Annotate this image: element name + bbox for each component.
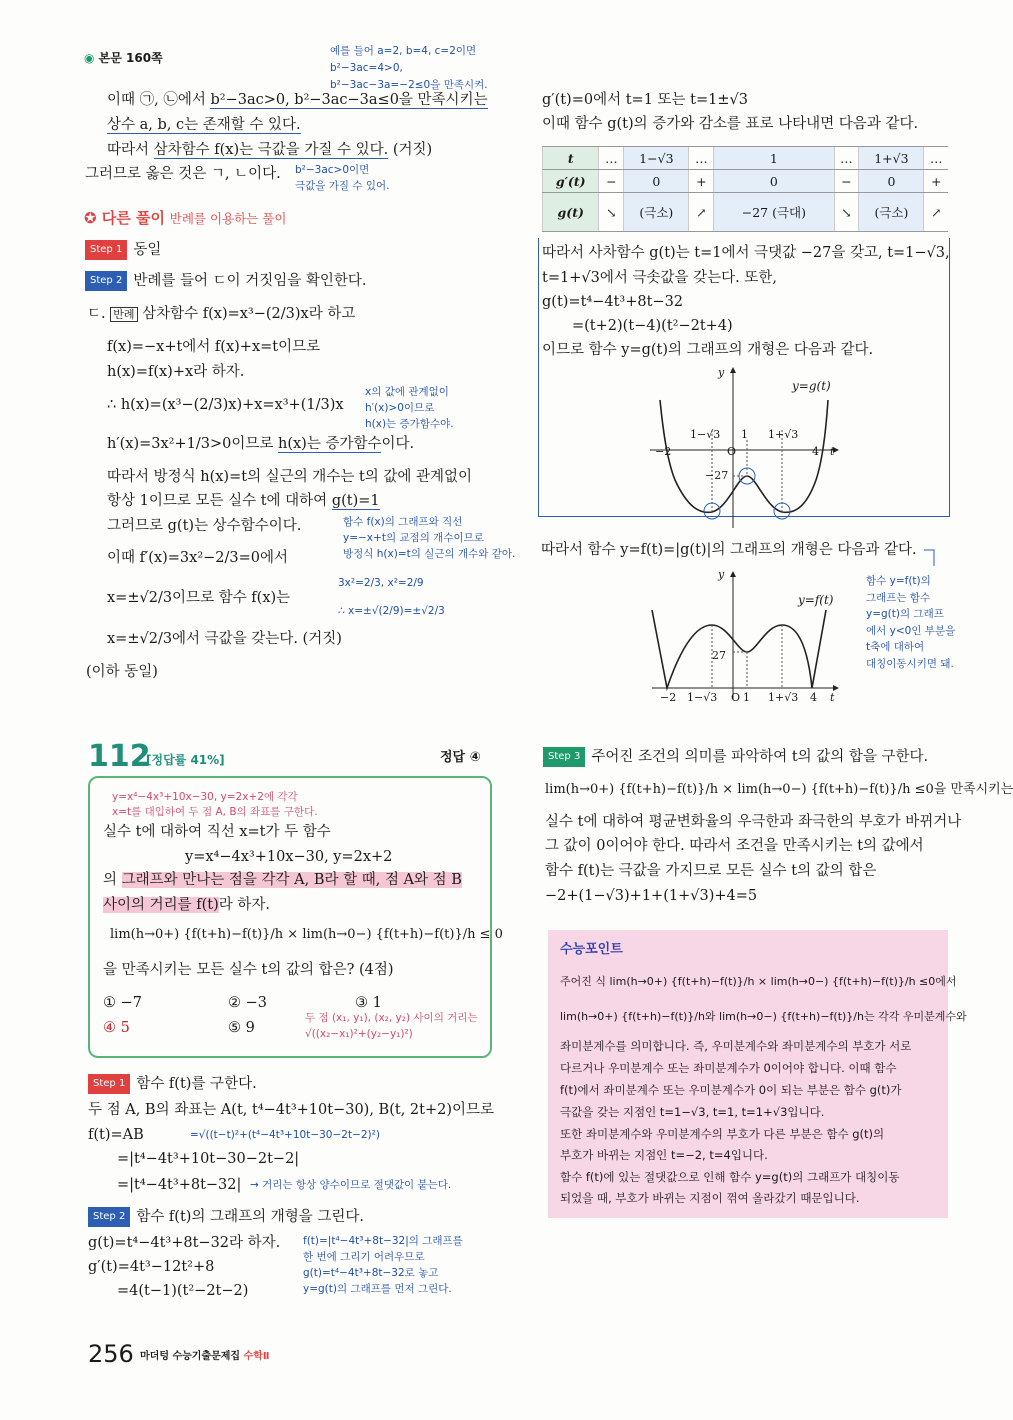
text-line: 두 점 A, B의 좌표는 A(t, t⁴−4t³+10t−30), B(t, 2t+2)이므로 (88, 1102, 495, 1118)
tick-label: 1−√3 (687, 691, 718, 704)
text-line: h(x)=f(x)+x라 하자. (107, 364, 245, 380)
text-line: 상수 a, b, c는 존재할 수 있다. (107, 117, 301, 133)
note-distance-formula: =√((t−t)²+(t⁴−4t³+10t−30−2t−2)²) (190, 1129, 380, 1141)
text-line: h′(x)=3x²+1/3>0이므로 h(x)는 증가함수이다. (107, 436, 415, 452)
text-line: 이때 함수 g(t)의 증가와 감소를 표로 나타내면 다음과 같다. (542, 116, 919, 132)
table-row: t … 1−√3 … 1 … 1+√3 … (543, 147, 949, 170)
point-line: 다르거나 우미분계수 또는 좌미분계수가 0이어야 합니다. 이때 함수 (560, 1061, 897, 1075)
text-line: 따라서 사차함수 g(t)는 t=1에서 극댓값 −27을 갖고, t=1−√3, (542, 245, 950, 261)
choice-5[interactable]: ⑤ 9 (228, 1020, 255, 1036)
tick-label: 4 (812, 445, 819, 458)
text-line: =|t⁴−4t³+8t−32| (117, 1177, 242, 1193)
exam-point-title: 수능포인트 (560, 942, 623, 957)
alt-solution-heading: ✪ 다른 풀이 반례를 이용하는 풀이 (84, 209, 287, 227)
point-line: 좌미분계수를 의미합니다. 즉, 우미분계수와 좌미분계수의 부호가 서로 (560, 1039, 912, 1053)
step2-line: Step 2 반례를 들어 ㄷ이 거짓임을 확인한다. (85, 271, 366, 291)
note-reflection: 함수 y=f(t)의 그래프는 함수 y=g(t)의 그래프 에서 y<0인 부분을 t축에 대하여 대칭이동시키면 돼. (866, 575, 956, 670)
text-line: =(t+2)(t−4)(t²−2t+4) (572, 318, 733, 334)
choice-3[interactable]: ③ 1 (355, 995, 382, 1011)
text-line: 항상 1이므로 모든 실수 t에 대하여 g(t)=1 (107, 493, 380, 509)
note-intersection: 함수 f(x)의 그래프와 직선 y=−x+t의 교점의 개수이므로 방정식 h(x)=t의 실근의 개수와 같아. (343, 516, 516, 560)
note-distance: 두 점 (x₁, y₁), (x₂, y₂) 사이의 거리는 √((x₂−x₁)²+(y₂−y₁)²) (305, 1012, 478, 1040)
point-line: lim(h→0+) {f(t+h)−f(t)}/h와 lim(h→0−) {f(t+h)−f(t)}/h는 각각 우미분계수와 (560, 1010, 967, 1023)
point-line: 극값을 갖는 지점인 t=1−√3, t=1, t=1+√3입니다. (560, 1105, 825, 1119)
point-line: 함수 f(t)에 있는 절댓값으로 인해 함수 y=g(t)의 그래프가 대칭이동 (560, 1170, 900, 1184)
text-line: =4(t−1)(t²−2t−2) (117, 1283, 249, 1299)
table-row: g(t) ↘ (극소) ↗ −27 (극대) ↘ (극소) ↗ (543, 193, 949, 232)
text-line: g(t)=t⁴−4t³+8t−32 (542, 294, 684, 310)
problem-formula: lim(h→0+) {f(t+h)−f(t)}/h × lim(h→0−) {f(t+h)−f(t)}/h ≤ 0 (110, 927, 503, 942)
text-line: g′(t)=4t³−12t²+8 (88, 1259, 215, 1275)
text-line: f(x)=−x+t에서 f(x)+x=t이므로 (107, 339, 321, 355)
step1-line: Step 1 함수 f(t)를 구한다. (88, 1074, 257, 1094)
origin-label: O (727, 445, 737, 458)
page-number: 256 (88, 1340, 134, 1368)
text-line: 그 값이 0이어야 한다. 따라서 조건을 만족시키는 t의 값에서 (545, 838, 924, 854)
note-arrow (924, 550, 934, 566)
text-line: 따라서 삼차함수 f(x)는 극값을 가질 수 있다. (거짓) (107, 142, 433, 158)
table-row: g′(t) − 0 + 0 − 0 + (543, 170, 949, 193)
tick-label: 1 (741, 428, 748, 441)
step3-line: Step 3 주어진 조건의 의미를 파악하여 t의 값의 합을 구한다. (543, 747, 928, 767)
curve-label: y=f(t) (798, 593, 834, 607)
circle-icon: ◉ (84, 51, 99, 65)
g-curve (660, 400, 828, 512)
footer-book: 마더텅 수능기출문제집 수학Ⅱ (140, 1351, 270, 1362)
step1-line: Step 1 동일 (85, 240, 161, 260)
tick-label: −2 (660, 691, 677, 704)
choice-2[interactable]: ② −3 (228, 995, 267, 1011)
problem-text: 의 그래프와 만나는 점을 각각 A, B라 할 때, 점 A와 점 B (103, 872, 462, 888)
text-line: g′(t)=0에서 t=1 또는 t=1±√3 (542, 92, 748, 108)
f-curve (652, 610, 826, 688)
note-absolute: → 거리는 항상 양수이므로 절댓값이 붙는다. (250, 1179, 452, 1191)
choice-4[interactable]: ④ 5 (103, 1020, 130, 1036)
text-line: x=±√2/3이므로 함수 f(x)는 (107, 590, 291, 606)
text-line: f(t)=AB (88, 1127, 144, 1143)
problem-text: 실수 t에 대하여 직선 x=t가 두 함수 (103, 824, 331, 840)
text-line: ㄷ. 반례 삼차함수 f(x)=x³−(2/3)x라 하고 (87, 306, 356, 322)
correct-rate: [정답률 41%] (146, 753, 225, 767)
value-label: −27 (705, 469, 729, 482)
text-line: 실수 t에 대하여 평균변화율의 우극한과 좌극한의 부호가 바뀌거나 (545, 814, 962, 830)
point-line: f(t)에서 좌미분계수 또는 우미분계수가 0이 되는 부분은 함수 g(t)가 (560, 1083, 902, 1097)
origin-label: O (731, 691, 741, 704)
note-substitute: y=x⁴−4x³+10x−30, y=2x+2에 각각 x=t를 대입하여 두 점 A, B의 좌표를 구한다. (112, 791, 318, 818)
tick-label: 1+√3 (768, 691, 799, 704)
problem-text: y=x⁴−4x³+10x−30, y=2x+2 (185, 849, 393, 865)
y-label: y (718, 366, 725, 379)
point-line: 되었을 때, 부호가 바뀌는 지점이 꺾여 올라갔기 때문입니다. (560, 1191, 860, 1205)
t-label: t (830, 691, 835, 704)
curve-label: y=g(t) (792, 379, 831, 393)
page-reference: ◉ 본문 160쪽 (84, 51, 163, 65)
problem-text: 사이의 거리를 f(t)라 하자. (103, 897, 271, 913)
point-line: 주어진 식 lim(h→0+) {f(t+h)−f(t)}/h × lim(h→0−) {f(t+h)−f(t)}/h ≤0에서 (560, 975, 957, 988)
answer-label: 정답 ④ (440, 750, 481, 765)
tick-label: −2 (655, 445, 672, 458)
point-line: 또한 좌미분계수와 우미분계수의 부호가 다른 부분은 함수 g(t)의 (560, 1127, 885, 1141)
step2-line: Step 2 함수 f(t)의 그래프의 개형을 그린다. (88, 1207, 364, 1227)
tick-label: 4 (810, 691, 817, 704)
text-line: 따라서 함수 y=f(t)=|g(t)|의 그래프의 개형은 다음과 같다. (541, 542, 917, 558)
value-label: 27 (712, 649, 726, 662)
text-line: x=±√2/3에서 극값을 갖는다. (거짓) (107, 631, 342, 647)
problem-text: 을 만족시키는 모든 실수 t의 값의 합은? (4점) (103, 962, 394, 978)
text-line: t=1+√3에서 극솟값을 갖는다. 또한, (542, 270, 777, 286)
text-line: lim(h→0+) {f(t+h)−f(t)}/h × lim(h→0−) {f(t+h)−f(t)}/h ≤0을 만족시키는 (545, 782, 1013, 797)
choice-1[interactable]: ① −7 (103, 995, 142, 1011)
text-line: (이하 동일) (86, 664, 158, 680)
text-line: ∴ h(x)=(x³−(2/3)x)+x=x³+(1/3)x (107, 397, 344, 413)
text-line: =|t⁴−4t³+10t−30−2t−2| (117, 1151, 300, 1167)
tick-label: 1+√3 (768, 428, 799, 441)
text-line: 이때 f′(x)=3x²−2/3=0에서 (107, 550, 289, 566)
y-label: y (718, 568, 725, 581)
text-line: −2+(1−√3)+1+(1+√3)+4=5 (545, 888, 758, 904)
text-line: 이므로 함수 y=g(t)의 그래프의 개형은 다음과 같다. (542, 342, 874, 358)
note-roots: 3x²=2/3, x²=2/9 ∴ x=±√(2/9)=±√2/3 (338, 577, 445, 617)
note-increasing: x의 값에 관계없이 h′(x)>0이므로 h(x)는 증가함수야. (365, 386, 454, 430)
point-line: 부호가 바뀌는 지점인 t=−2, t=4입니다. (560, 1148, 768, 1162)
text-line: 그러므로 옳은 것은 ㄱ, ㄴ이다. (85, 166, 281, 182)
note-extremum: b²−3ac>0이면 극값을 가질 수 있어. (295, 164, 390, 192)
t-label: t (830, 445, 835, 458)
text-line: 그러므로 g(t)는 상수함수이다. (107, 518, 302, 534)
tick-label: 1−√3 (690, 428, 721, 441)
text-line: g(t)=t⁴−4t³+8t−32라 하자. (88, 1235, 281, 1251)
text-line: 따라서 방정식 h(x)=t의 실근의 개수는 t의 값에 관계없이 (107, 469, 473, 485)
text-line: 함수 f(t)는 극값을 가지므로 모든 실수 t의 값의 합은 (545, 863, 877, 879)
tick-label: 1 (743, 691, 750, 704)
note-graph-first: f(t)=|t⁴−4t³+8t−32|의 그래프를 한 번에 그리기 어려우므로 g(t)=t⁴−4t³+8t−32로 놓고 y=g(t)의 그래프를 먼저 그린다. (303, 1235, 463, 1295)
note-example: 예를 들어 a=2, b=4, c=2이면 b²−3ac=4>0, b²−3ac−3a=−2≤0을 만족시켜. (330, 45, 488, 91)
text-line: 이때 ㉠, ㉡에서 b²−3ac>0, b²−3ac−3a≤0을 만족시키는 (107, 92, 488, 108)
problem-number: 112 (88, 739, 151, 774)
